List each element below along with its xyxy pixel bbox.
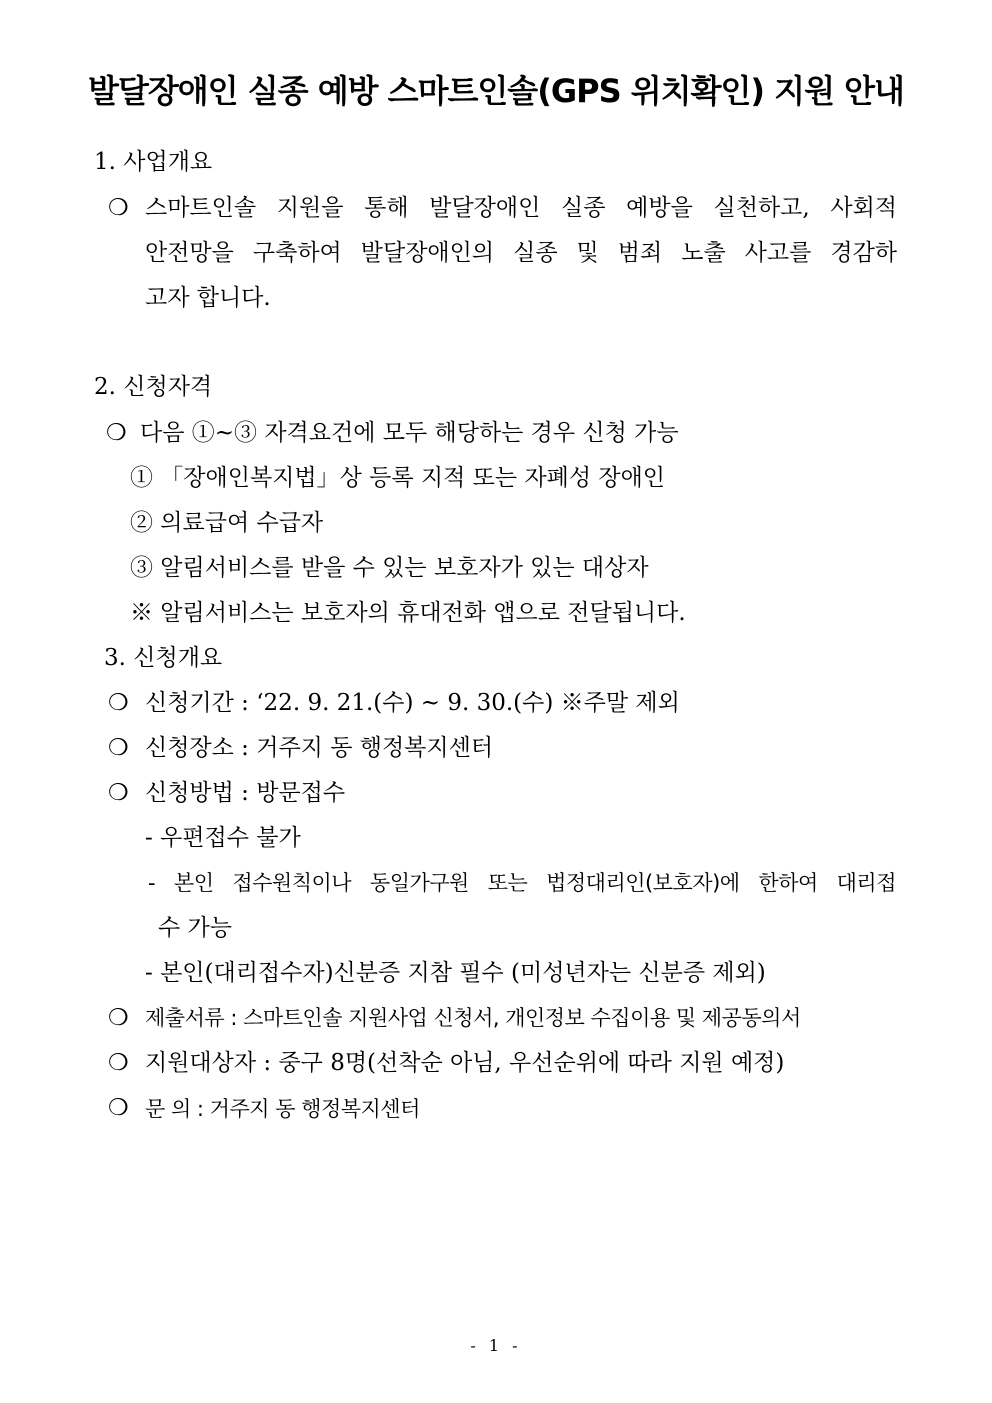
bullet-icon: ❍	[108, 1050, 129, 1076]
section2-note: ※ 알림서비스는 보호자의 휴대전화 앱으로 전달됩니다.	[130, 600, 686, 626]
page-number: - 1 -	[470, 1336, 522, 1355]
bullet-icon: ❍	[108, 195, 129, 221]
bullet-icon: ❍	[108, 1005, 129, 1031]
condition-item-3: ③ 알림서비스를 받을 수 있는 보호자가 있는 대상자	[130, 555, 649, 581]
section1-item-line2: 안전망을 구축하여 발달장애인의 실종 및 범죄 노출 사고를 경감하	[145, 240, 897, 266]
section2-intro: 다음 ①~③ 자격요건에 모두 해당하는 경우 신청 가능	[140, 420, 679, 446]
bullet-icon: ❍	[108, 1095, 129, 1121]
contact-info: 문 의 : 거주지 동 행정복지센터	[145, 1097, 420, 1121]
section1-heading: 1. 사업개요	[94, 149, 213, 175]
application-place: 신청장소 : 거주지 동 행정복지센터	[145, 735, 494, 761]
section1-item-line1: 스마트인솔 지원을 통해 발달장애인 실종 예방을 실천하고, 사회적	[145, 195, 897, 221]
condition-item-2: ② 의료급여 수급자	[130, 510, 324, 536]
bullet-icon: ❍	[106, 420, 127, 446]
application-period: 신청기간 : ‘22. 9. 21.(수) ~ 9. 30.(수) ※주말 제외	[145, 690, 680, 716]
section2-heading: 2. 신청자격	[94, 374, 213, 400]
bullet-icon: ❍	[108, 690, 129, 716]
bullet-icon: ❍	[108, 780, 129, 806]
method-note-3: - 본인(대리접수자)신분증 지참 필수 (미성년자는 신분증 제외)	[145, 960, 766, 986]
bullet-icon: ❍	[108, 735, 129, 761]
support-target: 지원대상자 : 중구 8명(선착순 아님, 우선순위에 따라 지원 예정)	[145, 1050, 785, 1076]
method-note-1: - 우편접수 불가	[145, 825, 301, 851]
section1-item-line3: 고자 합니다.	[145, 285, 271, 311]
document-title: 발달장애인 실종 예방 스마트인솔(GPS 위치확인) 지원 안내	[88, 72, 904, 110]
application-method: 신청방법 : 방문접수	[145, 780, 346, 806]
method-note-2-cont: 수 가능	[158, 915, 232, 941]
condition-item-1: ① 「장애인복지법」상 등록 지적 또는 자폐성 장애인	[130, 465, 666, 491]
required-documents: 제출서류 : 스마트인솔 지원사업 신청서, 개인정보 수집이용 및 제공동의서	[145, 1006, 801, 1030]
method-note-2: - 본인 접수원칙이나 동일가구원 또는 법정대리인(보호자)에 한하여 대리접	[148, 871, 896, 895]
section3-heading: 3. 신청개요	[104, 645, 223, 671]
